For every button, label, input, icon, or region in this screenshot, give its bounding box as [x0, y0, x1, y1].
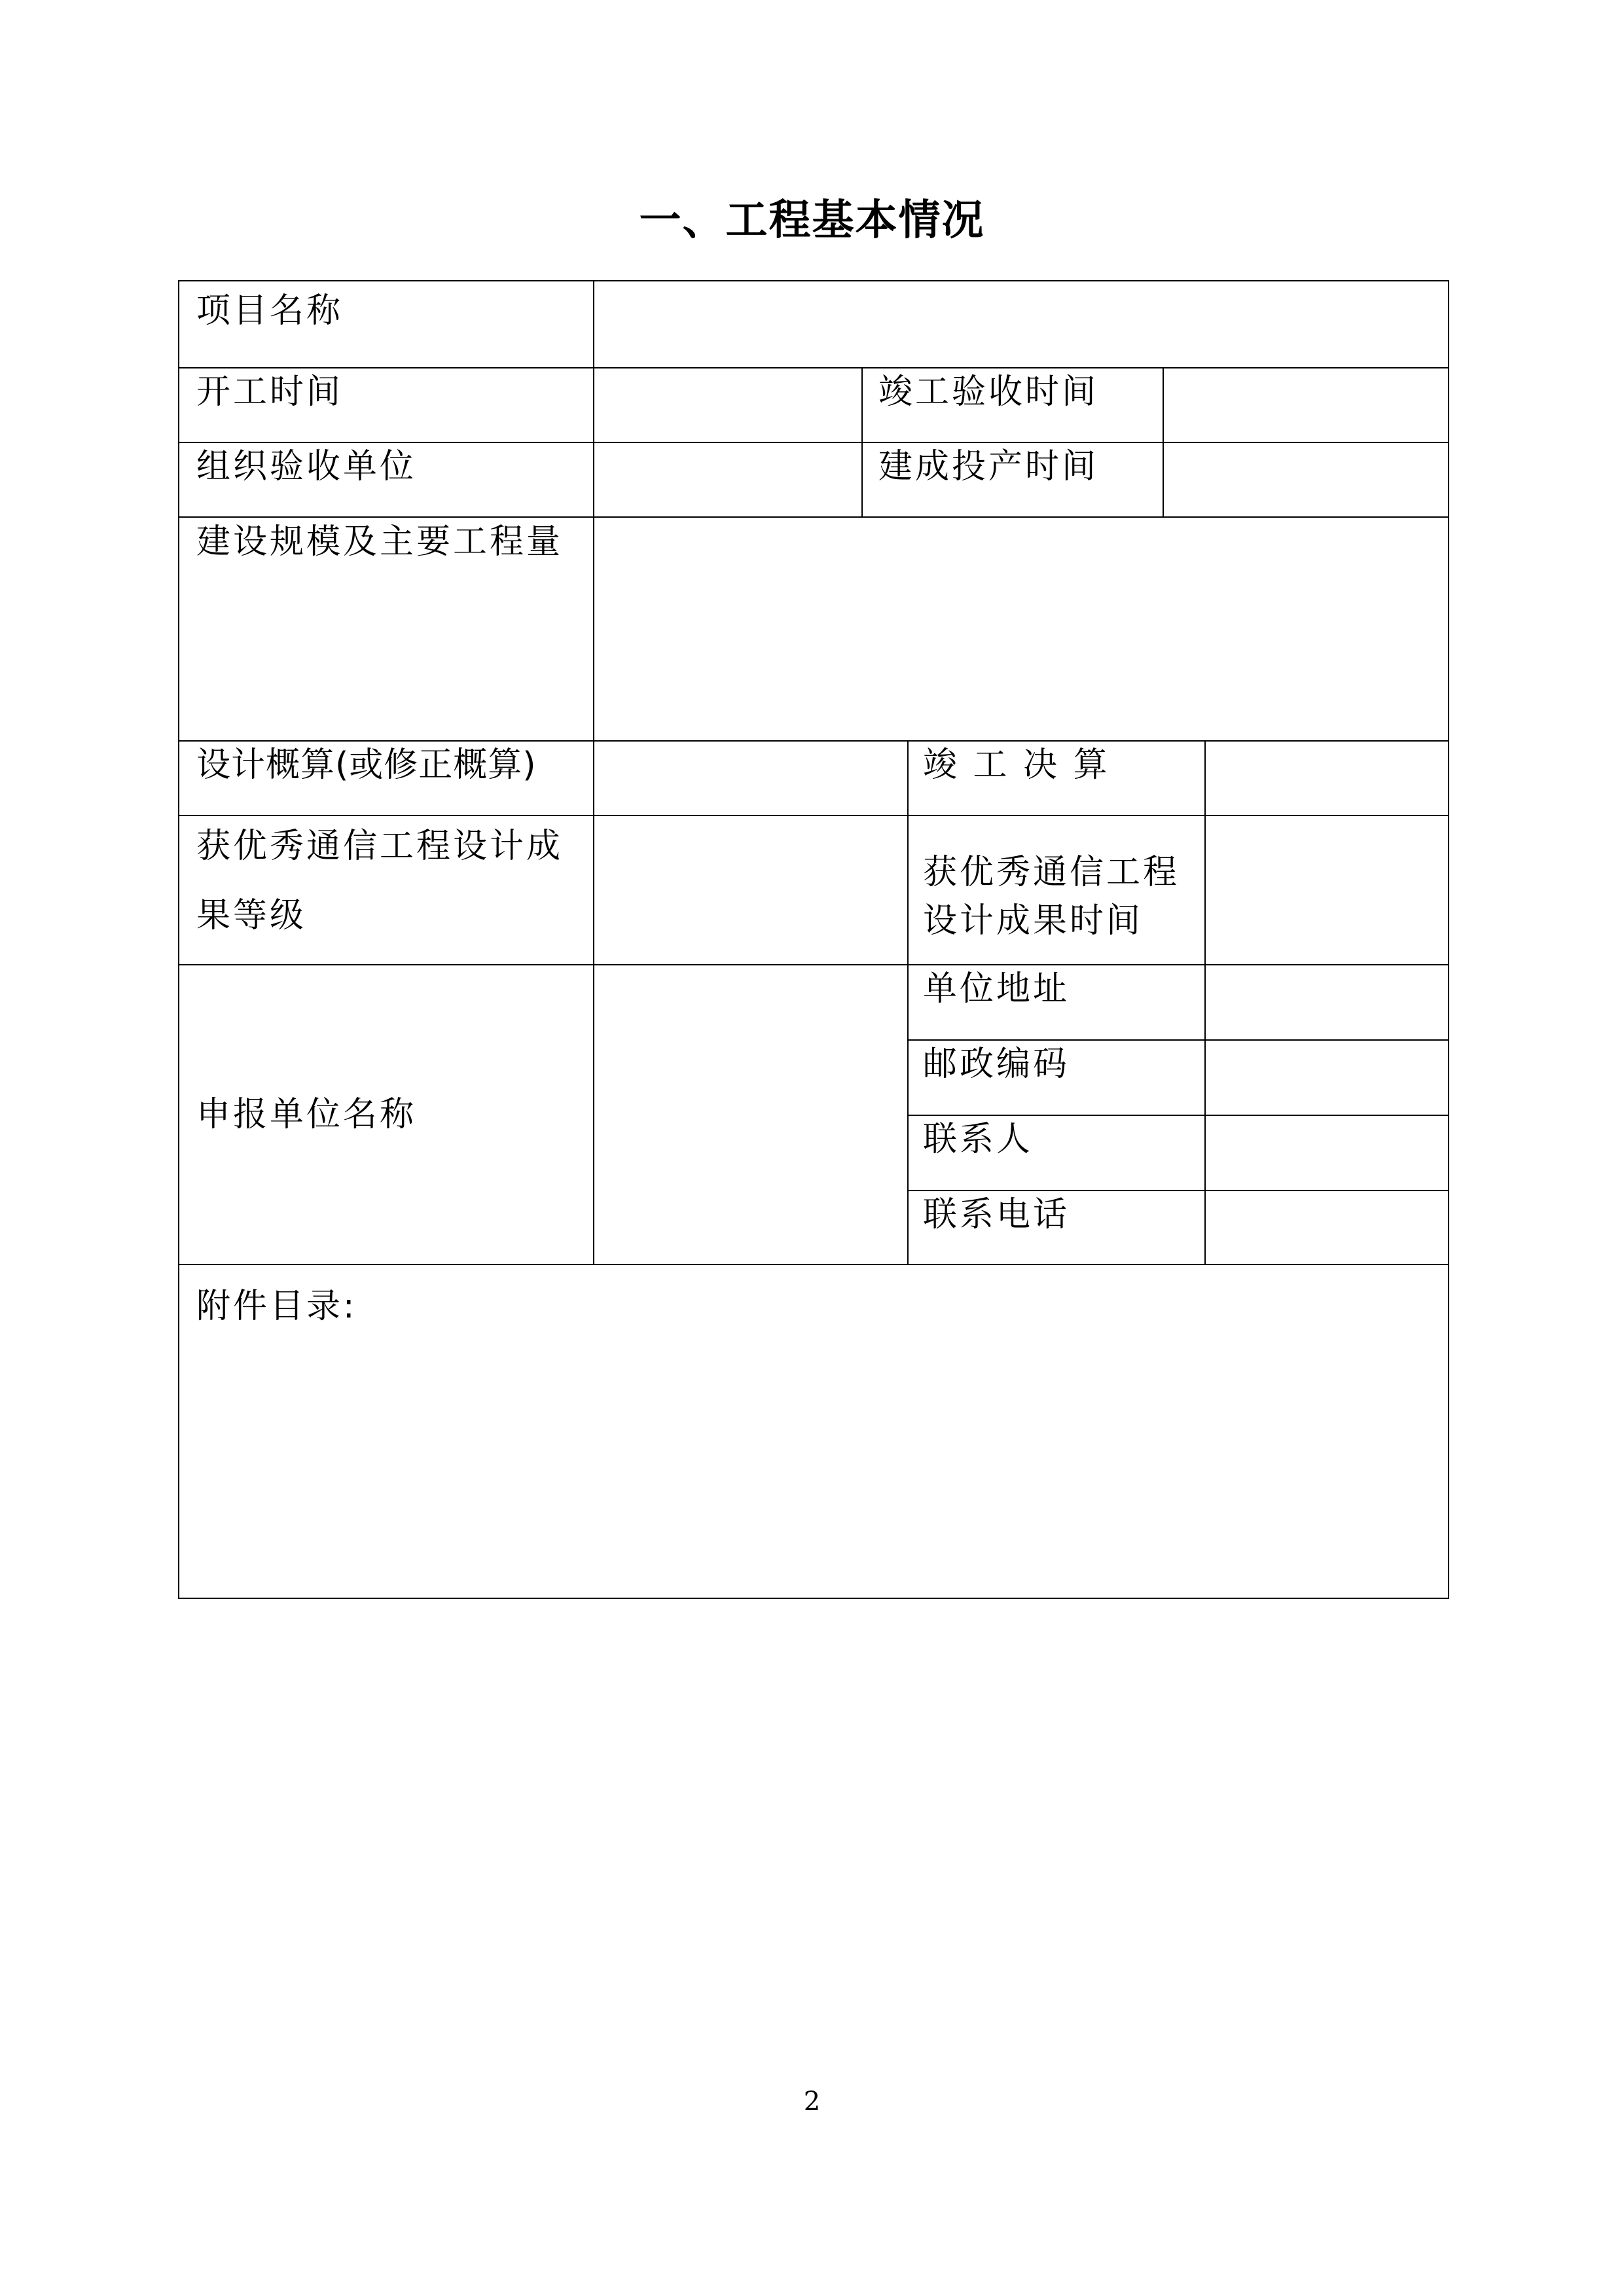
- design-estimate-label: 设计概算(或修正概算): [196, 745, 537, 785]
- acceptance-org-label: 组织验收单位: [196, 447, 417, 486]
- start-time-field[interactable]: [593, 367, 863, 443]
- applicant-name-field[interactable]: [593, 964, 909, 1265]
- unit-address-field[interactable]: [1204, 964, 1449, 1041]
- postal-code-label: 邮政编码: [923, 1045, 1070, 1084]
- contact-phone-label: 联系电话: [923, 1195, 1070, 1234]
- award-time-field[interactable]: [1204, 815, 1449, 965]
- design-estimate-field[interactable]: [593, 740, 909, 816]
- acceptance-org-field[interactable]: [593, 442, 863, 518]
- project-name-field[interactable]: [593, 280, 1449, 368]
- attachments-label: 附件目录:: [196, 1287, 357, 1326]
- project-info-form: [178, 280, 1449, 1599]
- completion-acceptance-time-label: 竣工验收时间: [878, 372, 1099, 412]
- page-number: 2: [803, 2087, 821, 2117]
- unit-address-label: 单位地址: [923, 969, 1070, 1009]
- final-accounts-label: 竣 工 决 算: [923, 745, 1110, 785]
- award-grade-field[interactable]: [593, 815, 909, 965]
- attachments-field[interactable]: [178, 1264, 1449, 1599]
- scale-label: 建设规模及主要工程量: [196, 522, 564, 562]
- completion-acceptance-time-field[interactable]: [1163, 367, 1449, 443]
- project-name-label: 项目名称: [196, 291, 344, 331]
- contact-person-label: 联系人: [923, 1120, 1034, 1159]
- applicant-name-label: 申报单位名称: [196, 1095, 417, 1134]
- production-time-label: 建成投产时间: [878, 447, 1099, 486]
- contact-phone-field[interactable]: [1204, 1190, 1449, 1265]
- start-time-label: 开工时间: [196, 372, 344, 412]
- award-grade-label-line2: 果等级: [196, 896, 307, 935]
- scale-field[interactable]: [593, 516, 1449, 742]
- award-time-label-line1: 获优秀通信工程: [923, 853, 1180, 892]
- final-accounts-field[interactable]: [1204, 740, 1449, 816]
- postal-code-field[interactable]: [1204, 1039, 1449, 1116]
- award-grade-label-line1: 获优秀通信工程设计成: [196, 827, 564, 866]
- page-title: 一、工程基本情况: [639, 196, 985, 245]
- contact-person-field[interactable]: [1204, 1115, 1449, 1191]
- award-time-label-line2: 设计成果时间: [923, 901, 1144, 941]
- production-time-field[interactable]: [1163, 442, 1449, 518]
